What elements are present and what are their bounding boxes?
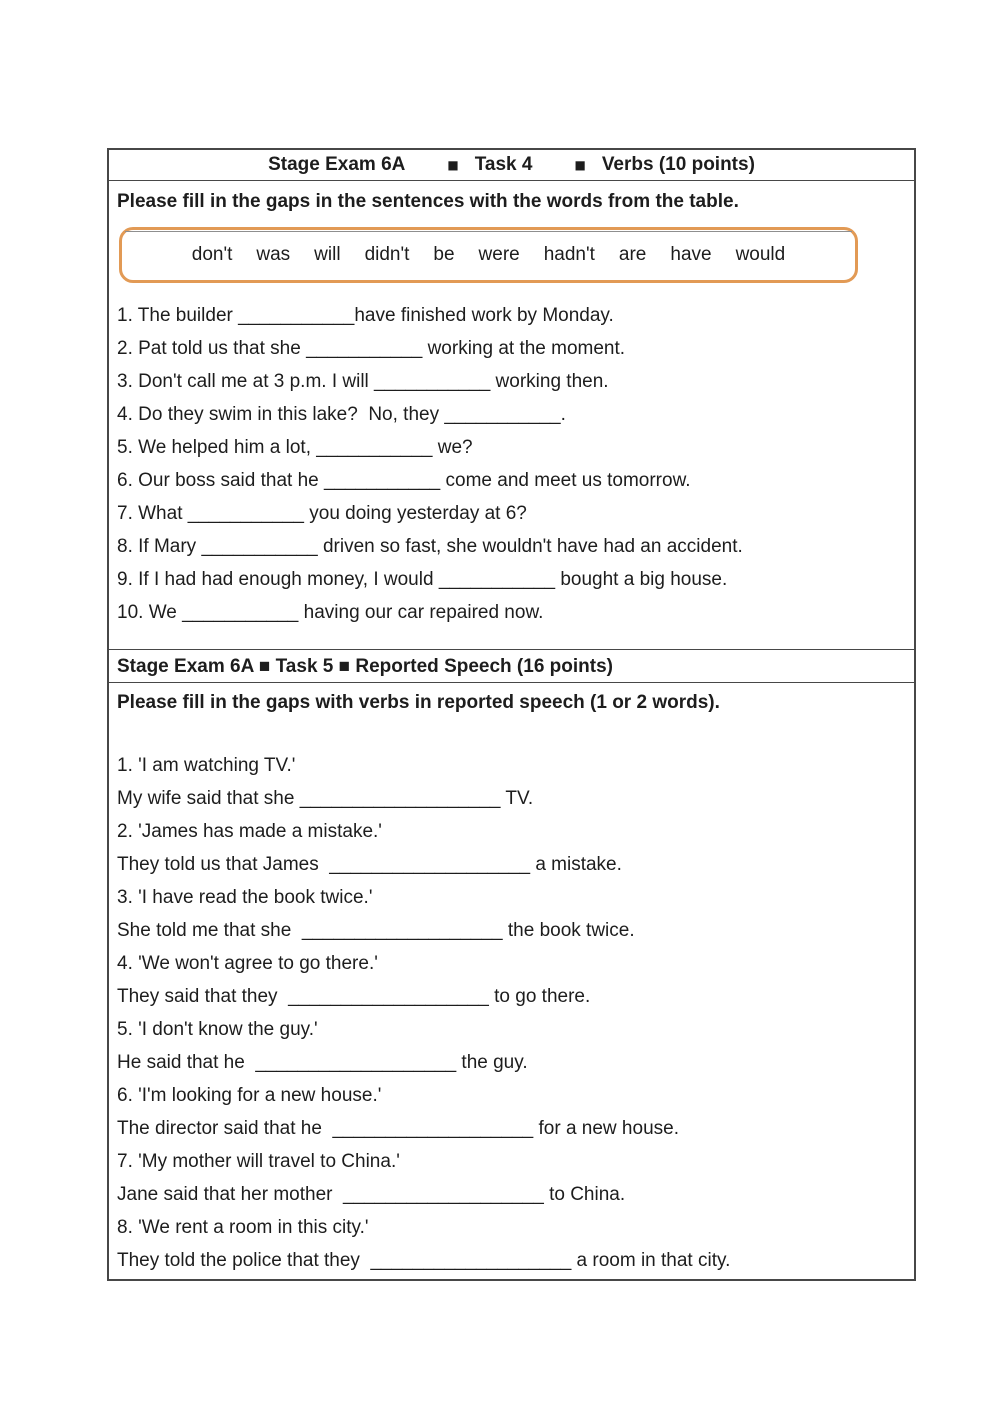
- word-bank-word: have: [670, 244, 712, 265]
- task4-header: [109, 150, 914, 181]
- task4-sentence-1[interactable]: 1. The builder ___________have finished work by Monday.: [117, 305, 614, 326]
- word-bank-word: don't: [191, 244, 233, 265]
- task5-response-5[interactable]: He said that he ___________________ the guy.: [117, 1052, 528, 1073]
- word-bank-word: were: [478, 244, 520, 265]
- task5-sentence-list: [117, 749, 904, 1277]
- task5-response-3[interactable]: She told me that she ___________________ the book twice.: [117, 920, 635, 941]
- task5-quote-7: 7. 'My mother will travel to China.': [117, 1151, 400, 1172]
- task5-response-2[interactable]: They told us that James ___________________ a mistake.: [117, 854, 622, 875]
- task4-sentence-7[interactable]: 7. What ___________ you doing yesterday at 6?: [117, 503, 527, 524]
- task5-quote-1: 1. 'I am watching TV.': [117, 755, 296, 776]
- task4-sentence-10[interactable]: 10. We ___________ having our car repaired now.: [117, 602, 544, 623]
- task4-sentence-list: [117, 299, 904, 629]
- task4-body: [109, 181, 914, 650]
- task5-quote-2: 2. 'James has made a mistake.': [117, 821, 382, 842]
- task5-quote-6: 6. 'I'm looking for a new house.': [117, 1085, 382, 1106]
- word-bank-word: was: [256, 244, 291, 265]
- task5-quote-5: 5. 'I don't know the guy.': [117, 1019, 318, 1040]
- word-bank-word: will: [314, 244, 341, 265]
- worksheet-table: [107, 148, 916, 1281]
- task5-quote-8: 8. 'We rent a room in this city.': [117, 1217, 369, 1238]
- task4-sentence-2[interactable]: 2. Pat told us that she ___________ working at the moment.: [117, 338, 626, 359]
- task4-sentence-8[interactable]: 8. If Mary ___________ driven so fast, she wouldn't have had an accident.: [117, 536, 743, 557]
- task4-sentence-9[interactable]: 9. If I had had enough money, I would ___________ bought a big house.: [117, 569, 728, 590]
- task5-quote-4: 4. 'We won't agree to go there.': [117, 953, 378, 974]
- task5-response-8[interactable]: They told the police that they ___________________ a room in that city.: [117, 1250, 731, 1271]
- word-bank-word: be: [433, 244, 455, 265]
- task5-instruction: Please fill in the gaps with verbs in reported speech (1 or 2 words).: [117, 692, 720, 713]
- task5-header: Stage Exam 6A ■ Task 5 ■ Reported Speech (16 points): [109, 650, 914, 683]
- word-bank-word: didn't: [364, 244, 410, 265]
- word-bank: [119, 227, 858, 283]
- task5-response-7[interactable]: Jane said that her mother ___________________ to China.: [117, 1184, 626, 1205]
- task4-sentence-5[interactable]: 5. We helped him a lot, ___________ we?: [117, 437, 473, 458]
- task5-body: [109, 683, 914, 1279]
- word-bank-word: hadn't: [543, 244, 595, 265]
- task4-sentence-4[interactable]: 4. Do they swim in this lake? No, they ___________.: [117, 404, 566, 425]
- task4-sentence-3[interactable]: 3. Don't call me at 3 p.m. I will ___________ working then.: [117, 371, 609, 392]
- task5-response-1[interactable]: My wife said that she ___________________ TV.: [117, 788, 534, 809]
- task4-header-topic: Verbs (10 points): [601, 154, 755, 175]
- square-bullet-icon: ■: [574, 158, 586, 172]
- task4-instruction: Please fill in the gaps in the sentences with the words from the table.: [117, 191, 739, 212]
- square-bullet-icon: ■: [447, 158, 459, 172]
- task4-sentence-6[interactable]: 6. Our boss said that he ___________ come and meet us tomorrow.: [117, 470, 691, 491]
- task5-quote-3: 3. 'I have read the book twice.': [117, 887, 373, 908]
- task4-header-task: Task 4: [474, 154, 533, 175]
- word-bank-word: are: [618, 244, 647, 265]
- task5-response-4[interactable]: They said that they ___________________ to go there.: [117, 986, 591, 1007]
- task5-response-6[interactable]: The director said that he ___________________ for a new house.: [117, 1118, 679, 1139]
- task4-header-title: Stage Exam 6A: [268, 154, 406, 175]
- word-bank-word: would: [735, 244, 786, 265]
